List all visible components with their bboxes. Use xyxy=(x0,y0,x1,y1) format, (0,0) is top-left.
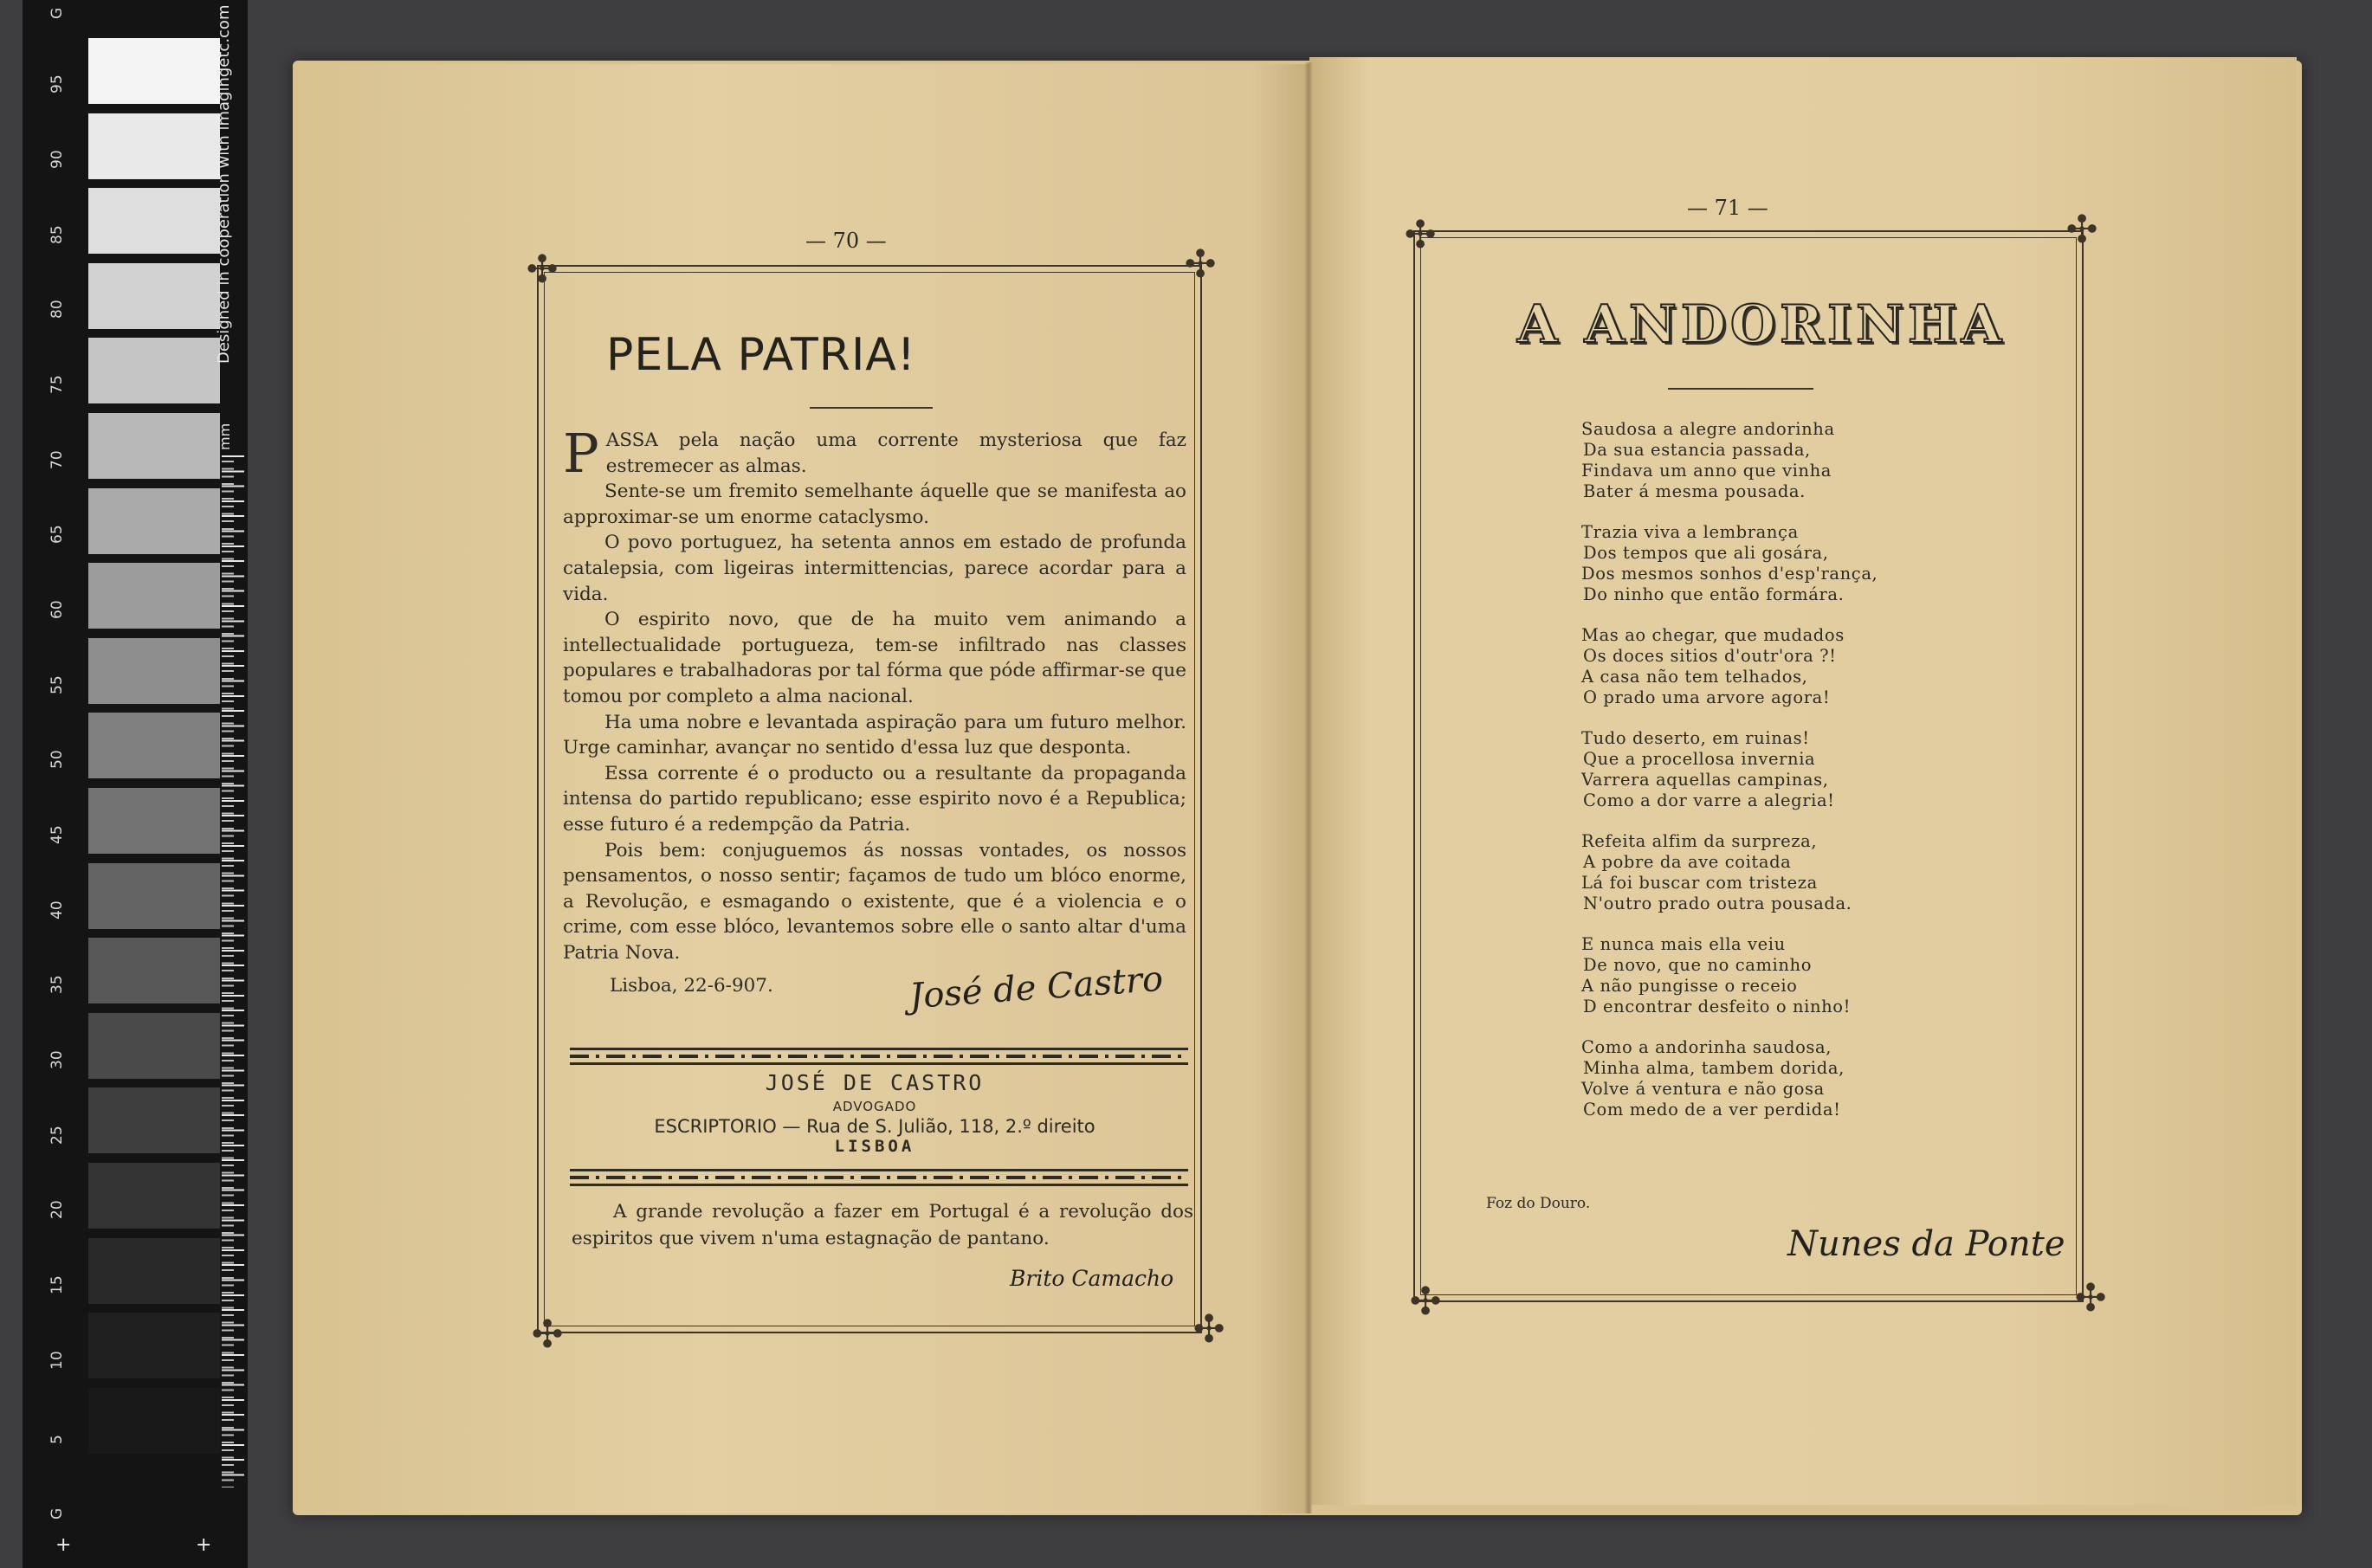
card-name: JOSÉ DE CASTRO xyxy=(765,1070,985,1095)
target-label: 30 xyxy=(48,1050,66,1069)
card-address: ESCRIPTORIO — Rua de S. Julião, 118, 2.º direito xyxy=(654,1116,1096,1137)
target-label: 50 xyxy=(48,750,66,769)
gray-swatch xyxy=(88,1087,220,1153)
gray-swatch xyxy=(88,188,220,254)
ornamental-band-top xyxy=(570,1048,1188,1065)
poem-stanza xyxy=(1581,831,2032,914)
poem-body xyxy=(1581,419,2032,1140)
poem-verse: A não pungisse o receio xyxy=(1581,976,1798,996)
poem-verse: Mas ao chegar, que mudados xyxy=(1581,625,1845,645)
color-target-strip xyxy=(23,0,248,1568)
corner-ornament-icon: ✣ xyxy=(1409,1280,1442,1324)
card-city: LISBOA xyxy=(834,1137,915,1156)
corner-ornament-icon: ✣ xyxy=(2065,208,2098,252)
poem-place: Foz do Douro. xyxy=(1486,1195,1591,1212)
poem-verse: Do ninho que então formára. xyxy=(1583,584,1845,604)
target-label: G xyxy=(48,7,66,19)
poem-stanza xyxy=(1581,1037,2032,1120)
paragraph: Essa corrente é o producto ou a resultante da propaganda intensa do partido republicano; esse espirito novo é a Republica; esse futuro é a redempção da Patria. xyxy=(563,762,1186,836)
poem-verse: Bater á mesma pousada. xyxy=(1583,481,1806,501)
mm-ruler-minor xyxy=(222,455,234,1487)
poem-verse: Lá foi buscar com tristeza xyxy=(1581,873,1818,893)
article-body xyxy=(563,422,1186,965)
poem-verse: Findava um anno que vinha xyxy=(1581,461,1832,481)
article-title: PELA PATRIA! xyxy=(606,329,916,381)
target-label: 65 xyxy=(48,525,66,544)
page-number: — 70 — xyxy=(805,229,887,253)
book-gutter xyxy=(1304,62,1313,1513)
poem-verse: A pobre da ave coitada xyxy=(1583,852,1792,872)
title-rule xyxy=(1668,388,1813,390)
poem-stanza xyxy=(1581,625,2032,708)
corner-ornament-icon: ✣ xyxy=(1404,213,1437,257)
title-rule xyxy=(810,407,933,409)
poem-verse: Como a dor varre a alegria! xyxy=(1583,790,1835,810)
quote-text: A grande revolução a fazer em Portugal é a revolução dos espiritos que vivem n'uma estagnação de pantano. xyxy=(572,1201,1193,1249)
gray-swatch xyxy=(88,713,220,778)
poem-verse: Que a procellosa invernia xyxy=(1583,749,1816,769)
poem-verse: Com medo de a ver perdida! xyxy=(1583,1100,1841,1120)
target-label: 35 xyxy=(48,975,66,994)
target-label: 70 xyxy=(48,450,66,469)
target-label: 45 xyxy=(48,825,66,844)
corner-ornament-icon: ✣ xyxy=(1184,242,1217,287)
poem-verse: De novo, que no caminho xyxy=(1583,955,1813,975)
poem-verse: D encontrar desfeito o ninho! xyxy=(1583,997,1852,1016)
gray-swatch xyxy=(88,863,220,929)
poem-verse: Trazia viva a lembrança xyxy=(1581,522,1799,542)
target-label: 20 xyxy=(48,1200,66,1219)
gray-swatch xyxy=(88,563,220,629)
target-label: G xyxy=(48,1507,66,1520)
poem-verse: Saudosa a alegre andorinha xyxy=(1581,419,1835,439)
poem-verse: Da sua estancia passada, xyxy=(1583,440,1811,460)
poem-verse: N'outro prado outra pousada. xyxy=(1583,894,1852,913)
poem-verse: Tudo deserto, em ruinas! xyxy=(1581,728,1810,748)
target-label: 15 xyxy=(48,1275,66,1294)
poem-stanza xyxy=(1581,522,2032,605)
poem-stanza xyxy=(1581,728,2032,811)
gray-swatch xyxy=(88,1313,220,1378)
gray-swatch xyxy=(88,488,220,554)
poem-stanza xyxy=(1581,934,2032,1017)
card-role: ADVOGADO xyxy=(832,1099,917,1114)
gray-swatch xyxy=(88,1013,220,1079)
target-label: 80 xyxy=(48,300,66,319)
poem-stanza xyxy=(1581,419,2032,502)
paragraph: Ha uma nobre e levantada aspiração para um futuro melhor. Urge caminhar, avançar no sentido d'essa luz que desponta. xyxy=(563,711,1186,759)
gray-swatch xyxy=(88,38,220,104)
poem-verse: Varrera aquellas campinas, xyxy=(1581,770,1829,790)
target-label: 55 xyxy=(48,675,66,694)
place-date: Lisboa, 22-6-907. xyxy=(610,975,773,997)
drop-cap: P xyxy=(563,422,599,485)
target-label: 75 xyxy=(48,375,66,394)
paragraph: Pois bem: conjuguemos ás nossas vontades, os nossos pensamentos, o nosso sentir; façamos de tudo um blóco enorme, a Revolução, e esmagando o existente, que é a violencia e o crime, com esse blóco, levantemos sobre elle o santo altar d'uma Patria Nova. xyxy=(563,839,1186,964)
gray-swatch xyxy=(88,788,220,854)
target-label: 90 xyxy=(48,150,66,169)
gray-swatch xyxy=(88,1388,220,1454)
registration-mark: + xyxy=(55,1534,72,1556)
gray-swatch xyxy=(88,263,220,329)
page-number: — 71 — xyxy=(1687,196,1768,220)
poem-verse: Como a andorinha saudosa, xyxy=(1581,1037,1832,1057)
author-signature: José de Castro xyxy=(908,958,1165,1017)
poem-verse: Dos tempos que ali gosára, xyxy=(1583,543,1829,563)
target-label: 85 xyxy=(48,225,66,244)
corner-ornament-icon: ✣ xyxy=(526,248,559,292)
quote-author: Brito Camacho xyxy=(1010,1266,1174,1291)
target-label: 40 xyxy=(48,900,66,920)
poet-signature: Nunes da Ponte xyxy=(1787,1224,2065,1264)
business-card xyxy=(572,1070,1178,1156)
ruler-unit-label: mm xyxy=(217,423,233,450)
gray-swatch xyxy=(88,1238,220,1304)
paragraph: Sente-se um fremito semelhante áquelle que se manifesta ao approximar-se um enorme cataclysmo. xyxy=(563,481,1186,528)
target-label: 25 xyxy=(48,1126,66,1145)
poem-verse: Volve á ventura e não gosa xyxy=(1581,1079,1825,1099)
corner-ornament-icon: ✣ xyxy=(531,1313,564,1357)
poem-verse: A casa não tem telhados, xyxy=(1581,667,1808,687)
corner-ornament-icon: ✣ xyxy=(1192,1307,1225,1352)
registration-mark: + xyxy=(196,1534,212,1556)
target-label: 5 xyxy=(48,1435,66,1444)
poem-verse: Refeita alfim da surpreza, xyxy=(1581,831,1818,851)
poem-verse: Minha alma, tambem dorida, xyxy=(1583,1058,1845,1078)
target-label: 60 xyxy=(48,600,66,619)
poem-verse: Dos mesmos sonhos d'esp'rança, xyxy=(1581,564,1878,584)
gray-swatch xyxy=(88,413,220,479)
paragraph: O espirito novo, que de ha muito vem animando a intellectualidade portugueza, tem-se infiltrado nas classes populares e trabalhadoras por tal fórma que póde affirmar-se que tomou por completo a alma nacional. xyxy=(563,609,1186,707)
paragraph: O povo portuguez, ha setenta annos em estado de profunda catalepsia, com ligeiras intermittencias, parece acordar para a vida. xyxy=(563,532,1186,605)
ornamental-band-bottom xyxy=(570,1169,1188,1186)
poem-verse: Os doces sitios d'outr'ora ?! xyxy=(1583,646,1837,666)
gray-swatch xyxy=(88,338,220,403)
poem-title: A ANDORINHA xyxy=(1517,294,2007,355)
gray-swatch xyxy=(88,638,220,704)
gray-swatch xyxy=(88,938,220,1003)
paragraph xyxy=(563,422,1186,485)
gray-swatch xyxy=(88,113,220,179)
corner-ornament-icon: ✣ xyxy=(2074,1276,2107,1320)
poem-verse: O prado uma arvore agora! xyxy=(1583,687,1831,707)
target-label: 95 xyxy=(48,74,66,94)
paragraph-text: ASSA pela nação uma corrente mysteriosa que faz estremecer as almas. xyxy=(605,429,1186,477)
gray-swatch xyxy=(88,1163,220,1229)
poem-verse: E nunca mais ella veiu xyxy=(1581,934,1786,954)
target-label: 10 xyxy=(48,1351,66,1370)
target-credit: Designed in cooperation with imagingetc.com xyxy=(215,4,233,364)
